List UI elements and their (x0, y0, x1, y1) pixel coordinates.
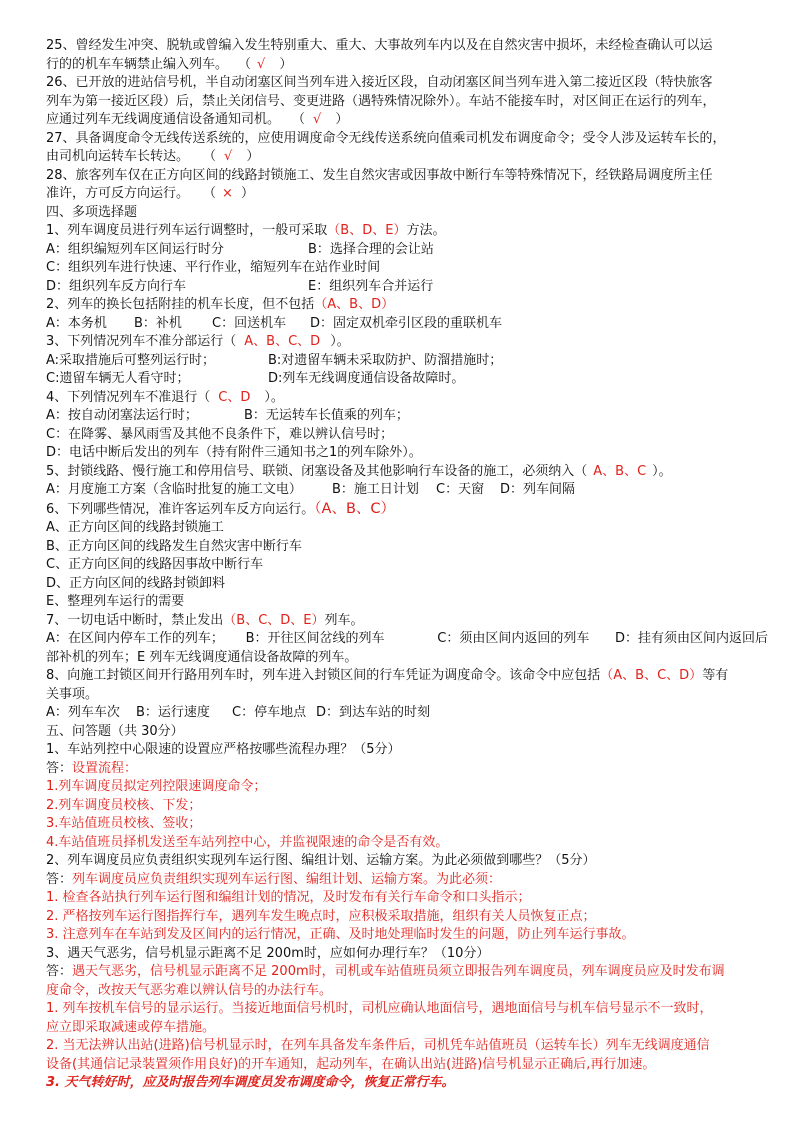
question-text: 7、一切电话中断时，禁止发出 (46, 612, 224, 628)
qa-question-2 (46, 852, 768, 945)
option-c: C:遗留车辆无人看守时； (46, 371, 190, 386)
option-e: E：组织列车合并运行 (308, 278, 434, 294)
option-c: C：在降雾、暴风雨雪及其他不良条件下，难以辨认信号时； (46, 426, 394, 442)
tf-line: 由司机向运转车长转达。 (46, 149, 190, 164)
answer-item: 2.列车调度员校核、下发； (46, 797, 202, 813)
tf-answer-mark: × (222, 186, 233, 201)
option-d: D、正方向区间的线路封锁卸料 (46, 575, 226, 591)
tf-answer-mark: √ (257, 56, 266, 72)
tf-line: 28、旅客列车仅在正方向区间的线路封锁施工、发生自然灾害或因事故中断行车等特殊情况下，经铁路局调度所主任 (46, 167, 713, 183)
option-d: D：电话中断后发出的列车（持有附件三通知书之1的列车除外）。 (46, 445, 422, 460)
qa-question-3 (46, 945, 768, 1093)
tf-line: 列车为第一接近区段）后，禁止关闭信号、变更进路（遇特殊情况除外）。车站不能接车时，对区间正在运行的列车， (46, 93, 716, 109)
answer-heading: 列车调度员应负责组织实现列车运行图、编组计划、运输方案。为此必须： (72, 871, 502, 887)
tf-item-26 (46, 74, 768, 130)
answer-item: 3. 天气转好时，应及时报告列车调度员发布调度命令，恢复正常行车。 (46, 1075, 455, 1090)
answer-item: 应立即采取减速或停车措施。 (46, 1019, 216, 1035)
answer-heading: 设置流程： (72, 760, 138, 776)
tf-line: 26、已开放的进站信号机，半自动闭塞区间当列车进入接近区段，自动闭塞区间当列车进入第二接近区段（特快旅客 (46, 75, 713, 90)
mc-question-3 (46, 333, 768, 389)
question-text: 1、列车调度员进行列车运行调整时，一般可采取 (46, 223, 328, 238)
tf-answer-mark: √ (313, 112, 322, 127)
tf-open-paren: （ (292, 112, 306, 127)
question-tail: 等有 (702, 668, 729, 683)
question-tail: ）。 (264, 389, 284, 405)
tf-open-paren: （ (203, 186, 217, 201)
answer-item: 2. 严格按列车运行图指挥行车，遇列车发生晚点时，应积极采取措施，组织有关人员恢复正点； (46, 908, 596, 924)
question-tail: ）。 (330, 334, 350, 349)
qa-question-1 (46, 741, 768, 852)
question-text: 6、下列哪些情况，准许客运列车反方向运行。 (46, 501, 315, 517)
answer-text: （B、D、E） (327, 223, 407, 238)
option-e: E、整理列车运行的需要 (46, 594, 185, 609)
question-text-continued: 关事项。 (46, 686, 99, 702)
tf-line: 行的的机车车辆禁止编入列车。 (46, 56, 229, 72)
option-b: B:对遗留车辆未采取防护、防溜措施时； (268, 352, 503, 368)
question-text: 1、车站列控中心限速的设置应严格按哪些流程办理？（5分） (46, 742, 401, 757)
tf-line: 应通过列车无线调度通信设备通知司机。 (46, 112, 281, 127)
answer-text: （A、B、D） (314, 297, 395, 312)
answer-item: 2. 当无法辨认出站(进路)信号机显示时，在列车具备发车条件后，司机凭车站值班员（运转车长）列车无线调度通信 (46, 1038, 710, 1053)
tf-open-paren: （ (203, 149, 217, 164)
answer-item: 3. 注意列车在车站到发及区间内的运行情况，正确、及时地处理临时发生的问题，防止列车运行事故。 (46, 927, 635, 942)
option-d: D：组织列车反方向行车 (46, 278, 187, 294)
answer-text: A、B、C (593, 463, 647, 479)
answer-item: 1. 检查各站执行列车运行图和编组计划的情况，及时发布有关行车命令和口头指示； (46, 890, 531, 905)
option-b: B：施工日计划 (332, 482, 419, 497)
mc-question-7 (46, 612, 768, 668)
answer-item: 4.车站值班员择机发送至车站列控中心，并监视限速的命令是否有效。 (46, 834, 449, 850)
document-content (46, 37, 768, 1093)
question-text: 2、列车的换长包括附挂的机车长度，但不包括 (46, 297, 315, 312)
option-c: C：回送机车 (212, 315, 287, 331)
option-d: D:列车无线调度通信设备故障时。 (268, 371, 465, 386)
question-tail: ）。 (652, 463, 672, 479)
tf-item-28 (46, 167, 768, 204)
question-text: 3、遇天气恶劣，信号机显示距离不足 200m时，应如何办理行车？（10分） (46, 945, 490, 961)
tf-close-paren: ） (240, 186, 254, 201)
mc-question-5 (46, 463, 768, 500)
answer-text: （A、B、C） (314, 500, 396, 517)
option-a: A、正方向区间的线路封锁施工 (46, 520, 224, 535)
option-d: D：挂有须由区间内返回后 (614, 631, 768, 646)
answer-item: 设备(其通信记录装置须作用良好)的开车通知，起动列车，在确认出站(进路)信号机显示正确后,再行加速。 (46, 1056, 656, 1072)
option-a: A：月度施工方案（含临时批复的施工文电） (46, 482, 302, 497)
answer-prefix: 答： (46, 871, 73, 887)
mc-question-4 (46, 389, 768, 463)
option-a: A:采取措施后可整列运行时； (46, 352, 216, 368)
tf-line: 25、曾经发生冲突、脱轨或曾编入发生特别重大、重大、大事故列车内以及在自然灾害中损坏，未经检查确认可以运 (46, 38, 713, 53)
answer-text: （A、B、C、D） (600, 668, 703, 683)
question-text: 8、向施工封锁区间开行路用列车时，列车进入封锁区间的行车凭证为调度命令。该命令中应包括 (46, 668, 601, 683)
question-text: 4、下列情况列车不准退行（ (46, 389, 211, 405)
option-d: D：固定双机牵引区段的重联机车 (310, 315, 503, 331)
option-b: B：选择合理的会让站 (308, 241, 434, 257)
option-b: B：运行速度 (136, 705, 210, 720)
tf-item-25 (46, 37, 768, 74)
answer-item: 1. 列车按机车信号的显示运行。当接近地面信号机时，司机应确认地面信号，遇地面信号与机车信号显示不一致时， (46, 1001, 713, 1016)
mc-question-2 (46, 296, 768, 333)
tf-close-paren: ） (246, 149, 260, 164)
tf-item-27 (46, 130, 768, 167)
question-text: 5、封锁线路、慢行施工和停用信号、联锁、闭塞设备及其他影响行车设备的施工，必须纳入（ (46, 463, 588, 479)
mc-question-8 (46, 667, 768, 723)
question-tail: 列车。 (324, 612, 364, 628)
answer-item: 3.车站值班员校核、签收； (46, 816, 202, 831)
option-d: D：到达车站的时刻 (316, 705, 431, 720)
option-c: C：停车地点 (232, 705, 307, 720)
option-a: A：在区间内停车工作的列车； (46, 631, 224, 646)
option-c: C、正方向区间的线路因事故中断行车 (46, 557, 264, 572)
mc-question-1 (46, 222, 768, 296)
option-a: A：列车车次 (46, 705, 120, 720)
option-a: A：本务机 (46, 315, 107, 331)
answer-text: 度命令，改按天气恶劣难以辨认信号的办法行车。 (46, 982, 333, 998)
option-b: B：开往区间岔线的列车 (245, 631, 385, 646)
tf-open-paren: （ (238, 56, 252, 72)
answer-text: （B、C、D、E） (223, 612, 325, 628)
option-d: D：列车间隔 (500, 482, 576, 497)
answer-text: A、B、C、D (244, 334, 321, 349)
option-d-continued: 部补机的列车；E 列车无线调度通信设备故障的列车。 (46, 649, 358, 665)
tf-answer-mark: √ (224, 149, 233, 164)
option-c: C：组织列车进行快速、平行作业，缩短列车在站作业时间 (46, 260, 381, 275)
answer-text: 遇天气恶劣，信号机显示距离不足 200m时，司机或车站值班员须立即报告列车调度员，列车调度员应及时发布调 (72, 964, 725, 979)
option-a: A：组织编短列车区间运行时分 (46, 241, 224, 257)
tf-close-paren: ） (279, 56, 293, 72)
option-a: A：按自动闭塞法运行时； (46, 408, 198, 423)
answer-item: 1.列车调度员拟定列控限速调度命令； (46, 779, 267, 794)
answer-prefix: 答： (46, 760, 73, 776)
answer-text: C、D (218, 389, 251, 405)
tf-close-paren: ） (335, 112, 349, 127)
question-tail: 方法。 (406, 223, 446, 238)
section-heading-short-answer: 五、问答题（共 30分） (46, 723, 184, 739)
question-text: 2、列车调度员应负责组织实现列车运行图、编组计划、运输方案。为此必须做到哪些？（5分） (46, 853, 596, 868)
answer-prefix: 答： (46, 964, 73, 979)
tf-line: 准许，方可反方向运行。 (46, 186, 190, 201)
option-c: C：须由区间内返回的列车 (437, 631, 590, 646)
question-text: 3、下列情况列车不准分部运行（ (46, 334, 237, 349)
option-c: C：天窗 (436, 482, 485, 497)
option-b: B、正方向区间的线路发生自然灾害中断行车 (46, 538, 302, 554)
tf-line: 27、具备调度命令无线传送系统的，应使用调度命令无线传送系统向值乘司机发布调度命令；受令人涉及运转车长的， (46, 130, 726, 146)
option-b: B：无运转车长值乘的列车； (244, 408, 409, 423)
option-b: B：补机 (134, 315, 182, 331)
section-heading-multiple-choice: 四、多项选择题 (46, 204, 138, 220)
mc-question-6 (46, 500, 768, 612)
